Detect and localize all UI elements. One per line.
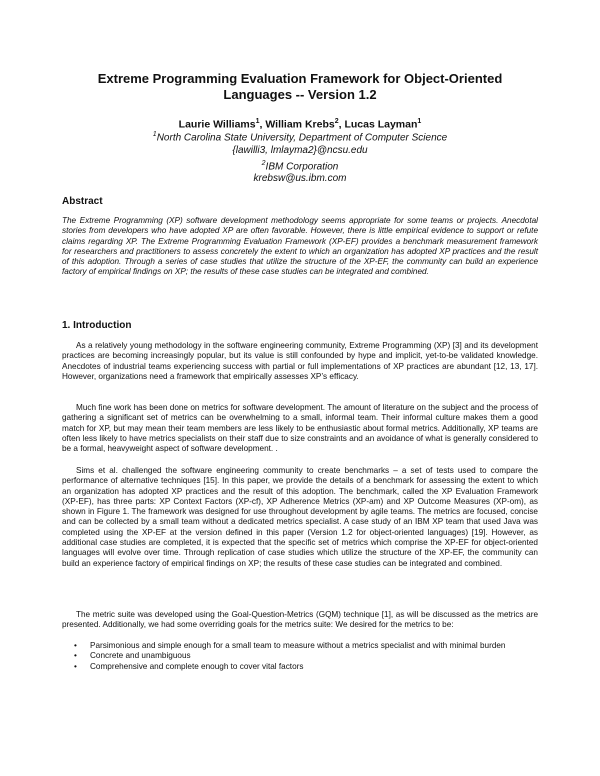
list-item-text: Comprehensive and complete enough to cover vital factors bbox=[90, 661, 304, 671]
author-affil-mark: 1 bbox=[417, 118, 422, 125]
list-item bbox=[62, 662, 538, 672]
author-affil-mark: 2 bbox=[334, 118, 339, 125]
author-name: Laurie Williams bbox=[178, 118, 256, 131]
intro-paragraph-4: The metric suite was developed using the Goal-Question-Metrics (GQM) technique [1], as will be discussed as the metrics are presented. Additionally, we had some overriding goals for the metrics suite: We desired for the metrics to be: bbox=[62, 610, 538, 630]
bullet-icon: • bbox=[74, 641, 77, 650]
affiliation-mark: 2 bbox=[261, 159, 266, 167]
intro-paragraph-1: As a relatively young methodology in the software engineering community, Extreme Programming (XP) [3] and its development practices are becoming increasingly popular, but its value is still confounded by hype and implicit, yet-to-be validated knowledge. Anecdotes of industrial teams experiencing success with partial or full implementations of XP practices are abundant [12, 13, 17]. However, organizations need a framework that empirically assesses XP’s efficacy. bbox=[62, 341, 538, 381]
title-line-1: Extreme Programming Evaluation Framework for Object-Oriented bbox=[97, 71, 503, 86]
author-list: Laurie Williams$^1$, William Krebs$^2$, Lucas Layman$^1$ bbox=[178, 118, 422, 131]
abstract-text: The Extreme Programming (XP) software development methodology seems appropriate for some teams or projects. Anecdotal stories from developers who have adopted XP are often favorable. However, there is little empirical evidence to support or refute claims regarding XP. The Extreme Programming Evaluation Framework (XP-EF) provides a benchmark measurement framework for researchers and practitioners to assess concretely the extent to which an organization has adopted XP practices and the result of this adoption. Through a series of case studies that utilize the structure of the XP-EF, the community can build an experience factory of empirical findings on XP; the results of these case studies can be integrated and combined. bbox=[62, 216, 538, 277]
author-name: William Krebs bbox=[265, 118, 335, 131]
list-item bbox=[62, 651, 538, 661]
title-line-2: Languages -- Version 1.2 bbox=[223, 87, 377, 102]
affiliation-1-text: North Carolina State University, Department of Computer Science bbox=[156, 132, 448, 144]
abstract-heading: Abstract bbox=[62, 196, 103, 207]
affiliation-block bbox=[60, 129, 540, 186]
author-affil-mark: 1 bbox=[255, 118, 260, 125]
affiliation-2-email: krebsw@us.ibm.com bbox=[253, 173, 347, 185]
intro-paragraph-3: Sims et al. challenged the software engineering community to create benchmarks – a set of tests used to compare the performance of alternative techniques [15]. In this paper, we provide the details of a benchmark for assessing the extent to which an organization has adopted XP practices and the result of this adoption. The benchmark, called the XP Evaluation Framework (XP-EF), has three parts: XP Context Factors (XP-cf), XP Adherence Metrics (XP-am) and XP Outcome Measures (XP-om), as shown in Figure 1. The framework was designed for use throughout development by agile teams. The metrics are focused, concise and can be collected by a small team without a dedicated metrics specialist. A case study of an IBM XP team that used Java was completed using the XP-EF at the version defined in this paper (Version 1.2 for object-oriented languages) [19]. However, as additional case studies are completed, it is expected that the specific set of metrics which comprise the XP-EF for object-oriented languages will evolve over time. Through replication of case studies which utilize the structure of the XP-EF, the community can build an experience factory of empirical findings on XP; the results of these case studies can be integrated and combined. bbox=[62, 466, 538, 568]
bullet-icon: • bbox=[74, 651, 77, 661]
paper-title bbox=[60, 71, 540, 103]
affiliation-1-emails: {lawilli3, lmlayma2}@ncsu.edu bbox=[232, 144, 368, 156]
bullet-icon: • bbox=[74, 661, 77, 671]
affiliation-1 bbox=[60, 129, 540, 145]
list-item-text: Concrete and unambiguous bbox=[90, 651, 191, 661]
affiliation-2 bbox=[60, 158, 540, 174]
affiliation-2-text: IBM Corporation bbox=[265, 160, 339, 172]
list-item-text: Parsimonious and simple enough for a small team to measure without a metrics specialist and with minimal burden bbox=[90, 641, 506, 650]
intro-paragraph-2: Much fine work has been done on metrics for software development. The amount of literature on the subject and the process of gathering a significant set of metrics can be overwhelming to a small, informal team. Their informal culture makes them a good match for XP, but may mean their team members are less likely to be enthusiastic about formal metrics. Additionally, XP teams are often less likely to have metrics specialists on their staff due to size constraints and an avoidance of what is generally considered to be a formal, heavyweight aspect of software development. . bbox=[62, 403, 538, 454]
author-name: Lucas Layman bbox=[344, 118, 418, 131]
section-heading-introduction: 1. Introduction bbox=[62, 320, 132, 331]
affiliation-mark: 1 bbox=[152, 131, 157, 138]
list-item bbox=[62, 641, 538, 651]
goals-bullet-list bbox=[62, 641, 538, 672]
